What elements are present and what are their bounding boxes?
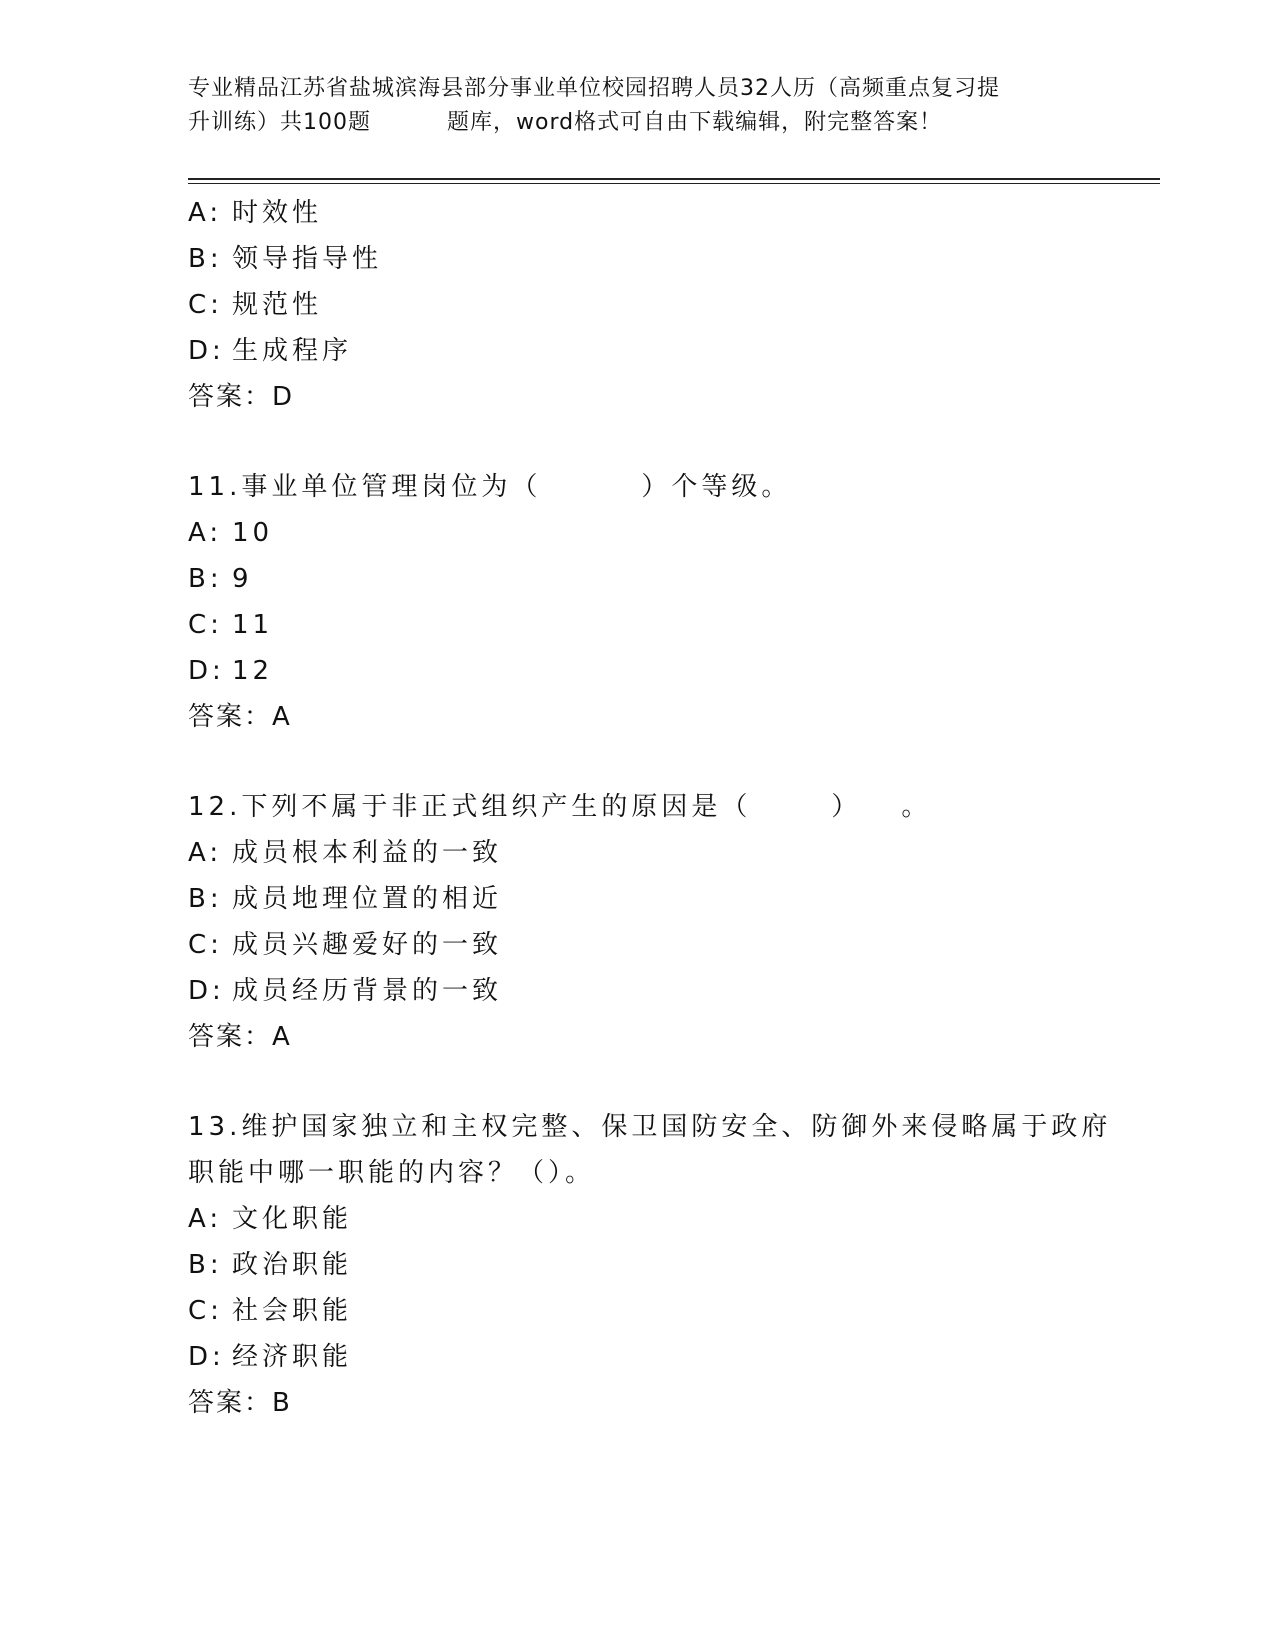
option-label: A:	[188, 518, 223, 548]
option-text: 领导指导性	[232, 244, 383, 274]
question-12	[188, 784, 1118, 1060]
option-label: D:	[188, 656, 225, 686]
option-text: 成员兴趣爱好的一致	[232, 930, 503, 960]
header-title-part-b: 题库，word格式可自由下载编辑，附完整答案！	[447, 110, 943, 135]
option-a	[188, 510, 1118, 556]
question-13	[188, 1104, 1118, 1426]
question-stem-line1: 13.维护国家独立和主权完整、保卫国防安全、防御外来侵略属于政府	[188, 1112, 1112, 1142]
option-c	[188, 282, 1118, 328]
question-content	[188, 190, 1118, 1426]
option-label: D:	[188, 1342, 225, 1372]
header-title-line2	[188, 106, 1088, 140]
option-text: 文化职能	[232, 1204, 353, 1234]
option-text: 成员根本利益的一致	[232, 838, 503, 868]
option-b	[188, 876, 1118, 922]
option-text: 经济职能	[232, 1342, 353, 1372]
option-label: D:	[188, 336, 225, 366]
option-a	[188, 1196, 1118, 1242]
answer-line: 答案：A	[188, 702, 292, 732]
question-stem	[188, 784, 1118, 830]
option-text: 12	[232, 656, 274, 686]
option-a	[188, 830, 1118, 876]
option-label: C:	[188, 930, 223, 960]
option-label: C:	[188, 610, 223, 640]
option-label: D:	[188, 976, 225, 1006]
option-label: B:	[188, 244, 223, 274]
option-text: 11	[232, 610, 274, 640]
option-d	[188, 968, 1118, 1014]
option-d	[188, 648, 1118, 694]
stem-part-c: 。	[901, 792, 932, 822]
question-11	[188, 464, 1118, 740]
option-label: C:	[188, 1296, 223, 1326]
option-text: 时效性	[232, 198, 323, 228]
stem-part-a: 11.事业单位管理岗位为（	[188, 472, 542, 502]
option-b	[188, 236, 1118, 282]
answer-line: 答案：D	[188, 382, 295, 412]
option-d	[188, 328, 1118, 374]
option-d	[188, 1334, 1118, 1380]
page-header	[188, 72, 1088, 140]
option-label: A:	[188, 1204, 223, 1234]
option-label: A:	[188, 198, 223, 228]
option-label: C:	[188, 290, 223, 320]
option-c	[188, 1288, 1118, 1334]
option-a	[188, 190, 1118, 236]
header-divider	[188, 178, 1160, 184]
option-text: 10	[232, 518, 274, 548]
option-label: B:	[188, 1250, 223, 1280]
stem-part-b: ）个等级。	[641, 472, 792, 502]
option-c	[188, 602, 1118, 648]
stem-part-a: 12.下列不属于非正式组织产生的原因是（	[188, 792, 752, 822]
option-label: B:	[188, 884, 223, 914]
option-text: 9	[232, 564, 253, 594]
option-b	[188, 556, 1118, 602]
header-title-line1: 专业精品江苏省盐城滨海县部分事业单位校园招聘人员32人历（高频重点复习提	[188, 76, 1000, 101]
option-text: 生成程序	[232, 336, 353, 366]
prev-question-block	[188, 190, 1118, 420]
option-label: A:	[188, 838, 223, 868]
option-label: B:	[188, 564, 223, 594]
stem-part-b: ）	[831, 792, 862, 822]
option-text: 政治职能	[232, 1250, 353, 1280]
option-c	[188, 922, 1118, 968]
answer-line: 答案：B	[188, 1388, 292, 1418]
option-text: 成员经历背景的一致	[232, 976, 503, 1006]
option-text: 规范性	[232, 290, 323, 320]
option-b	[188, 1242, 1118, 1288]
header-title-part-a: 升训练）共100题	[188, 110, 371, 135]
question-stem	[188, 464, 1118, 510]
option-text: 社会职能	[232, 1296, 353, 1326]
question-stem-line2: 职能中哪一职能的内容？（）。	[188, 1158, 596, 1188]
answer-line: 答案：A	[188, 1022, 292, 1052]
option-text: 成员地理位置的相近	[232, 884, 503, 914]
